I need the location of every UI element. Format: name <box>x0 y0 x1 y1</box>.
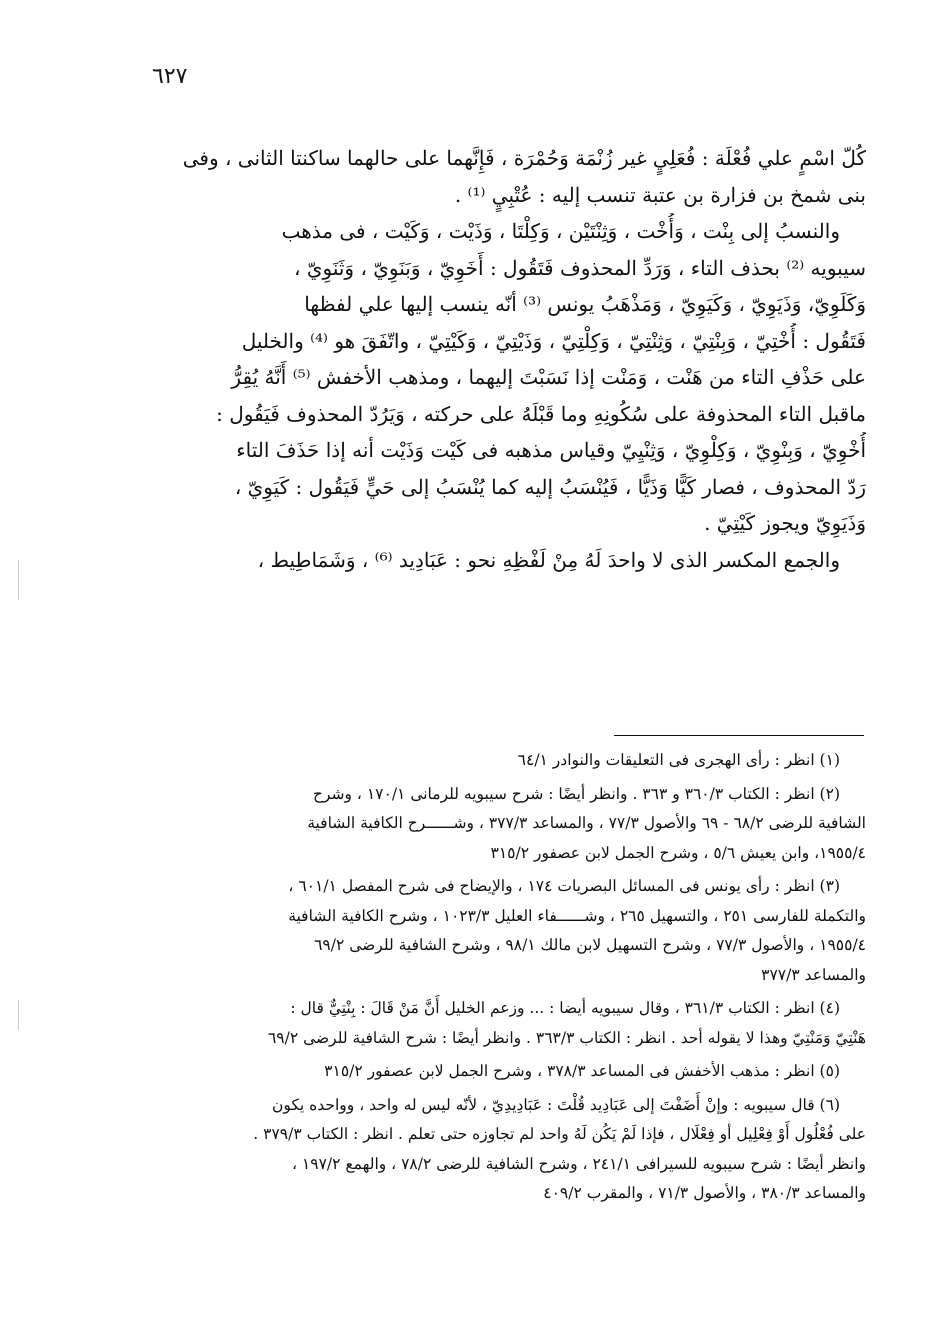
footnote-line: على فُعْلُول أَوْ فِعْلِيل أو فِعْلَال ، فإذا لَمْ يَكُن لَهُ واحد لم تجاوزه حتى تعلم . انظر : الكتاب ٣٧٩/٣ . <box>253 1125 866 1143</box>
footnote-line: (٣) انظر : رأى يونس فى المسائل البصريات ١٧٤ ، والإيضاح فى شرح المفصل ٦٠١/١ ، <box>288 877 840 895</box>
footnote-line: والمساعد ٣٧٧/٣ <box>761 965 866 984</box>
footnote <box>124 1091 866 1209</box>
text-line: أُخْوِيّ ، وَبِنْوِيّ ، وَكِلْوِيّ ، وَثِنْيِيّ وقياس مذهبه فى كَيْت وَذَيْت أنه إذا حَذَفَ التاء <box>236 438 866 462</box>
footnote-divider <box>614 735 864 736</box>
footnote-line: والتكملة للفارسى ٢٥١ ، والتسهيل ٢٦٥ ، وشــــــفاء العليل ١٠٢٣/٣ ، وشرح الكافية الشافية <box>288 906 866 925</box>
footnote-line: ١٩٥٥/٤، وابن يعيش ٥/٦ ، وشرح الجمل لابن عصفور ٣١٥/٢ <box>490 843 866 862</box>
footnote <box>124 1057 866 1087</box>
scan-margin-mark <box>18 1000 19 1030</box>
text-line: فَتَقُول : أُخْتِيّ ، وَبِنْتِيّ ، وَثِنْتِيّ ، وَكِلْتِيّ ، وَذَيْتِيّ ، وَكَيْتِيّ ، واتّفَقَ هو ⁽⁴⁾ والخليل <box>241 328 866 353</box>
scan-margin-mark <box>18 560 19 600</box>
page-number: ٦٢٧ <box>152 64 188 89</box>
footnote <box>124 780 866 869</box>
footnote-line: وانظر أيضًا : شرح سيبويه للسيرافى ٢٤١/١ ، وشرح الشافية للرضى ٧٨/٢ ، والهمع ١٩٧/٢ ، <box>291 1154 866 1173</box>
footnote <box>124 994 866 1053</box>
footnote-line: (٢) انظر : الكتاب ٣٦٠/٣ و ٣٦٣ . وانظر أيضًا : شرح سيبويه للرمانى ١٧٠/١ ، وشرح <box>312 784 840 803</box>
footnote-line: هَنْتِيّ وَمَنْتِيّ وهذا لا يقوله أحد . انظر : الكتاب ٣٦٣/٣ . وانظر أيضًا : شرح الشافية للرضى ٦٩/٢ <box>267 1028 866 1047</box>
text-line: وَذَيَوِيّ ويجوز كَيْتِيّ . <box>704 511 866 535</box>
footnote-line: (٥) انظر : مذهب الأخفش فى المساعد ٣٧٨/٣ ، وشرح الجمل لابن عصفور ٣١٥/٢ <box>324 1062 840 1080</box>
text-line: ماقبل التاء المحذوفة على سُكُونِهِ وما قَبْلَهُ على حركته ، وَيَرُدّ المحذوف فَيَقُول : <box>216 401 866 426</box>
text-line: وَكَلَوِيّ، وَذَيَوِيّ ، وَكَيَوِيّ ، وَمَذْهَبُ يونس ⁽³⁾ أنّه ينسب إليها علي لفظها <box>304 292 866 316</box>
main-text <box>126 140 866 578</box>
text-line: سيبويه ⁽²⁾ بحذف التاء ، وَرَدِّ المحذوف فَتَقُول : أَخَوِيّ ، وَبَنَوِيّ ، وَثَنَوِيّ ، <box>294 255 866 280</box>
footnote-line: (١) انظر : رأى الهجرى فى التعليقات والنوادر ٦٤/١ <box>517 751 840 769</box>
text-line: بنى شمخ بن فزارة بن عتبة تنسب إليه : عُتْبِيٍ ⁽¹⁾ . <box>454 182 866 207</box>
footnote-line: الشافية للرضى ٦٨/٢ - ٦٩ والأصول ٧٧/٣ ، والمساعد ٣٧٧/٣ ، وشــــــرح الكافية الشافية <box>307 814 866 832</box>
footnote <box>124 872 866 990</box>
footnote-line: (٦) قال سيبويه : وإنْ أَضَفْتَ إلى عَبَادِيد قُلْتَ : عَبَادِيدِيّ ، لأنّه ليس له واحد ، وواحده يكون <box>271 1095 840 1114</box>
text-line: والجمع المكسر الذى لا واحدَ لَهُ مِنْ لَفْظِهِ نحو : عَبَادِيد ⁽⁶⁾ ، وَشَمَاطِيط ، <box>257 547 840 572</box>
footnote <box>124 746 866 776</box>
footnotes <box>124 746 866 1213</box>
footnote-line: والمساعد ٣٨٠/٣ ، والأصول ٧١/٣ ، والمقرب ٤٠٩/٢ <box>543 1184 866 1202</box>
text-line: والنسبُ إلى بِنْت ، وَأُخْت ، وَثِنْتَيْن ، وَكِلْتَا ، وَذَيْت ، وَكَيْت ، فى مذهب <box>281 219 840 243</box>
text-line: كُلّ اسْمٍ علي فُعْلَة : فُعَلِيٍ غير زُنْمَة وَحُمْرَة ، فَإِنَّهما على حالهما ساكنتا الثانى ، وفى <box>182 146 866 170</box>
text-line: على حَذْفِ التاء من هَنْت ، وَمَنْت إذا نَسَبْتَ إليهما ، ومذهب الأخفش ⁽⁵⁾ أَنَّهُ يُقِرُّ <box>231 365 866 389</box>
footnote-line: ١٩٥٥/٤ ، والأصول ٧٧/٣ ، وشرح التسهيل لابن مالك ٩٨/١ ، وشرح الشافية للرضى ٦٩/٢ <box>314 936 866 954</box>
footnote-line: (٤) انظر : الكتاب ٣٦١/٣ ، وقال سيبويه أيضا : ... وزعم الخليل أَنَّ مَنْ قَالَ : بِنْتِيٌّ قال : <box>290 999 840 1017</box>
text-line: رَدّ المحذوف ، فصار كَيًّا وَذَيًّا ، فَيُنْسَبُ إليه كما يُنْسَبُ إلى حَيٍّ فَيَقُول : كَيَوِيّ ، <box>234 474 866 499</box>
